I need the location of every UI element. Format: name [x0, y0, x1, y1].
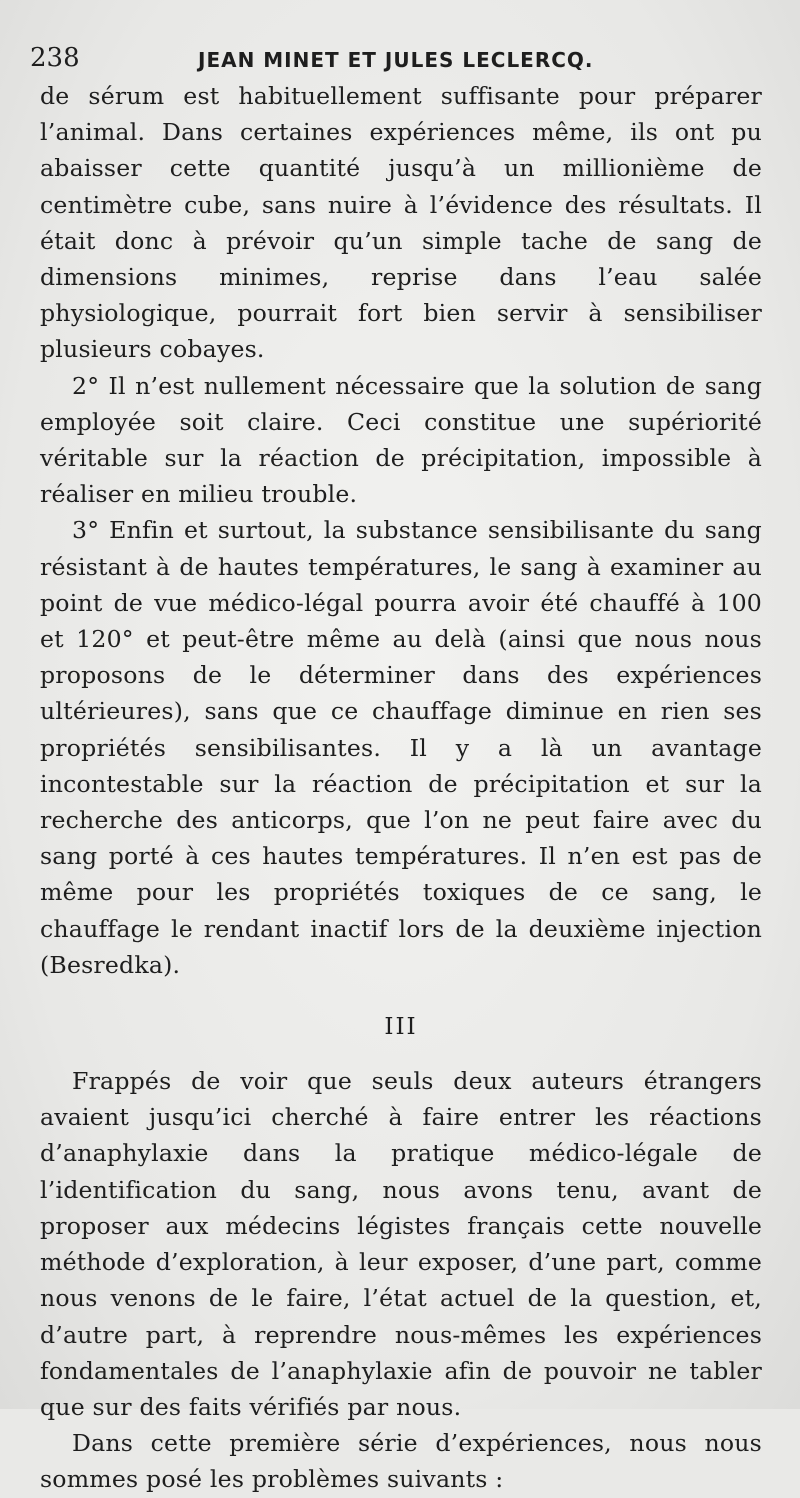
page-header: [30, 38, 760, 78]
running-head: JEAN MINET ET JULES LECLERCQ.: [198, 48, 594, 72]
paragraph-continuation: de sérum est habituellement suffisante pour préparer l’animal. Dans certaines expériences même, ils ont pu abaisser cette quantité jusqu’à un millionième de centimètre cube, sans nuire à l’évidence des résultats. Il était donc à prévoir qu’un simple tache de sang de dimensions minimes, reprise dans l’eau salée physiologique, pourrait fort bien servir à sensibiliser plusieurs cobayes.: [40, 82, 762, 364]
section-heading: III: [384, 1014, 418, 1041]
paragraph-section-intro: Frappés de voir que seuls deux auteurs étrangers avaient jusqu’ici cherché à faire entrer les réactions d’anaphylaxie dans la pratique médico-légale de l’identification du sang, nous avons tenu, avant de proposer aux médecins légistes français cette nouvelle méthode d’exploration, à leur exposer, d’une part, comme nous venons de le faire, l’état actuel de la question, et, d’autre part, à reprendre nous-mêmes les expériences fondamentales de l’anaphylaxie afin de pouvoir ne tabler que sur des faits vérifiés par nous.: [40, 1067, 762, 1421]
paragraph-point-2: 2° Il n’est nullement nécessaire que la solution de sang employée soit claire. Ceci constitue une supériorité véritable sur la réaction de précipitation, impossible à réaliser en milieu trouble.: [40, 371, 762, 509]
paragraph-point-3: 3° Enfin et surtout, la substance sensibilisante du sang résistant à de hautes températures, le sang à examiner au point de vue médico-légal pourra avoir été chauffé à 100 et 120° et peut-être même au delà (ainsi que nous nous proposons de le déterminer dans des expériences ultérieures), sans que ce chauffage diminue en rien ses propriétés sensibilisantes. Il y a là un avantage incontestable sur la réaction de précipitation et sur la recherche des anticorps, que l’on ne peut faire avec du sang porté à ces hautes températures. Il n’en est pas de même pour les propriétés toxiques de ce sang, le chauffage le rendant inactif lors de la deuxième injection (Besredka).: [40, 516, 762, 979]
page-number: 238: [30, 43, 80, 73]
body-text: [40, 78, 762, 1498]
paragraph-problems: Dans cette première série d’expériences, nous nous sommes posé les problèmes suivants :: [40, 1429, 762, 1494]
